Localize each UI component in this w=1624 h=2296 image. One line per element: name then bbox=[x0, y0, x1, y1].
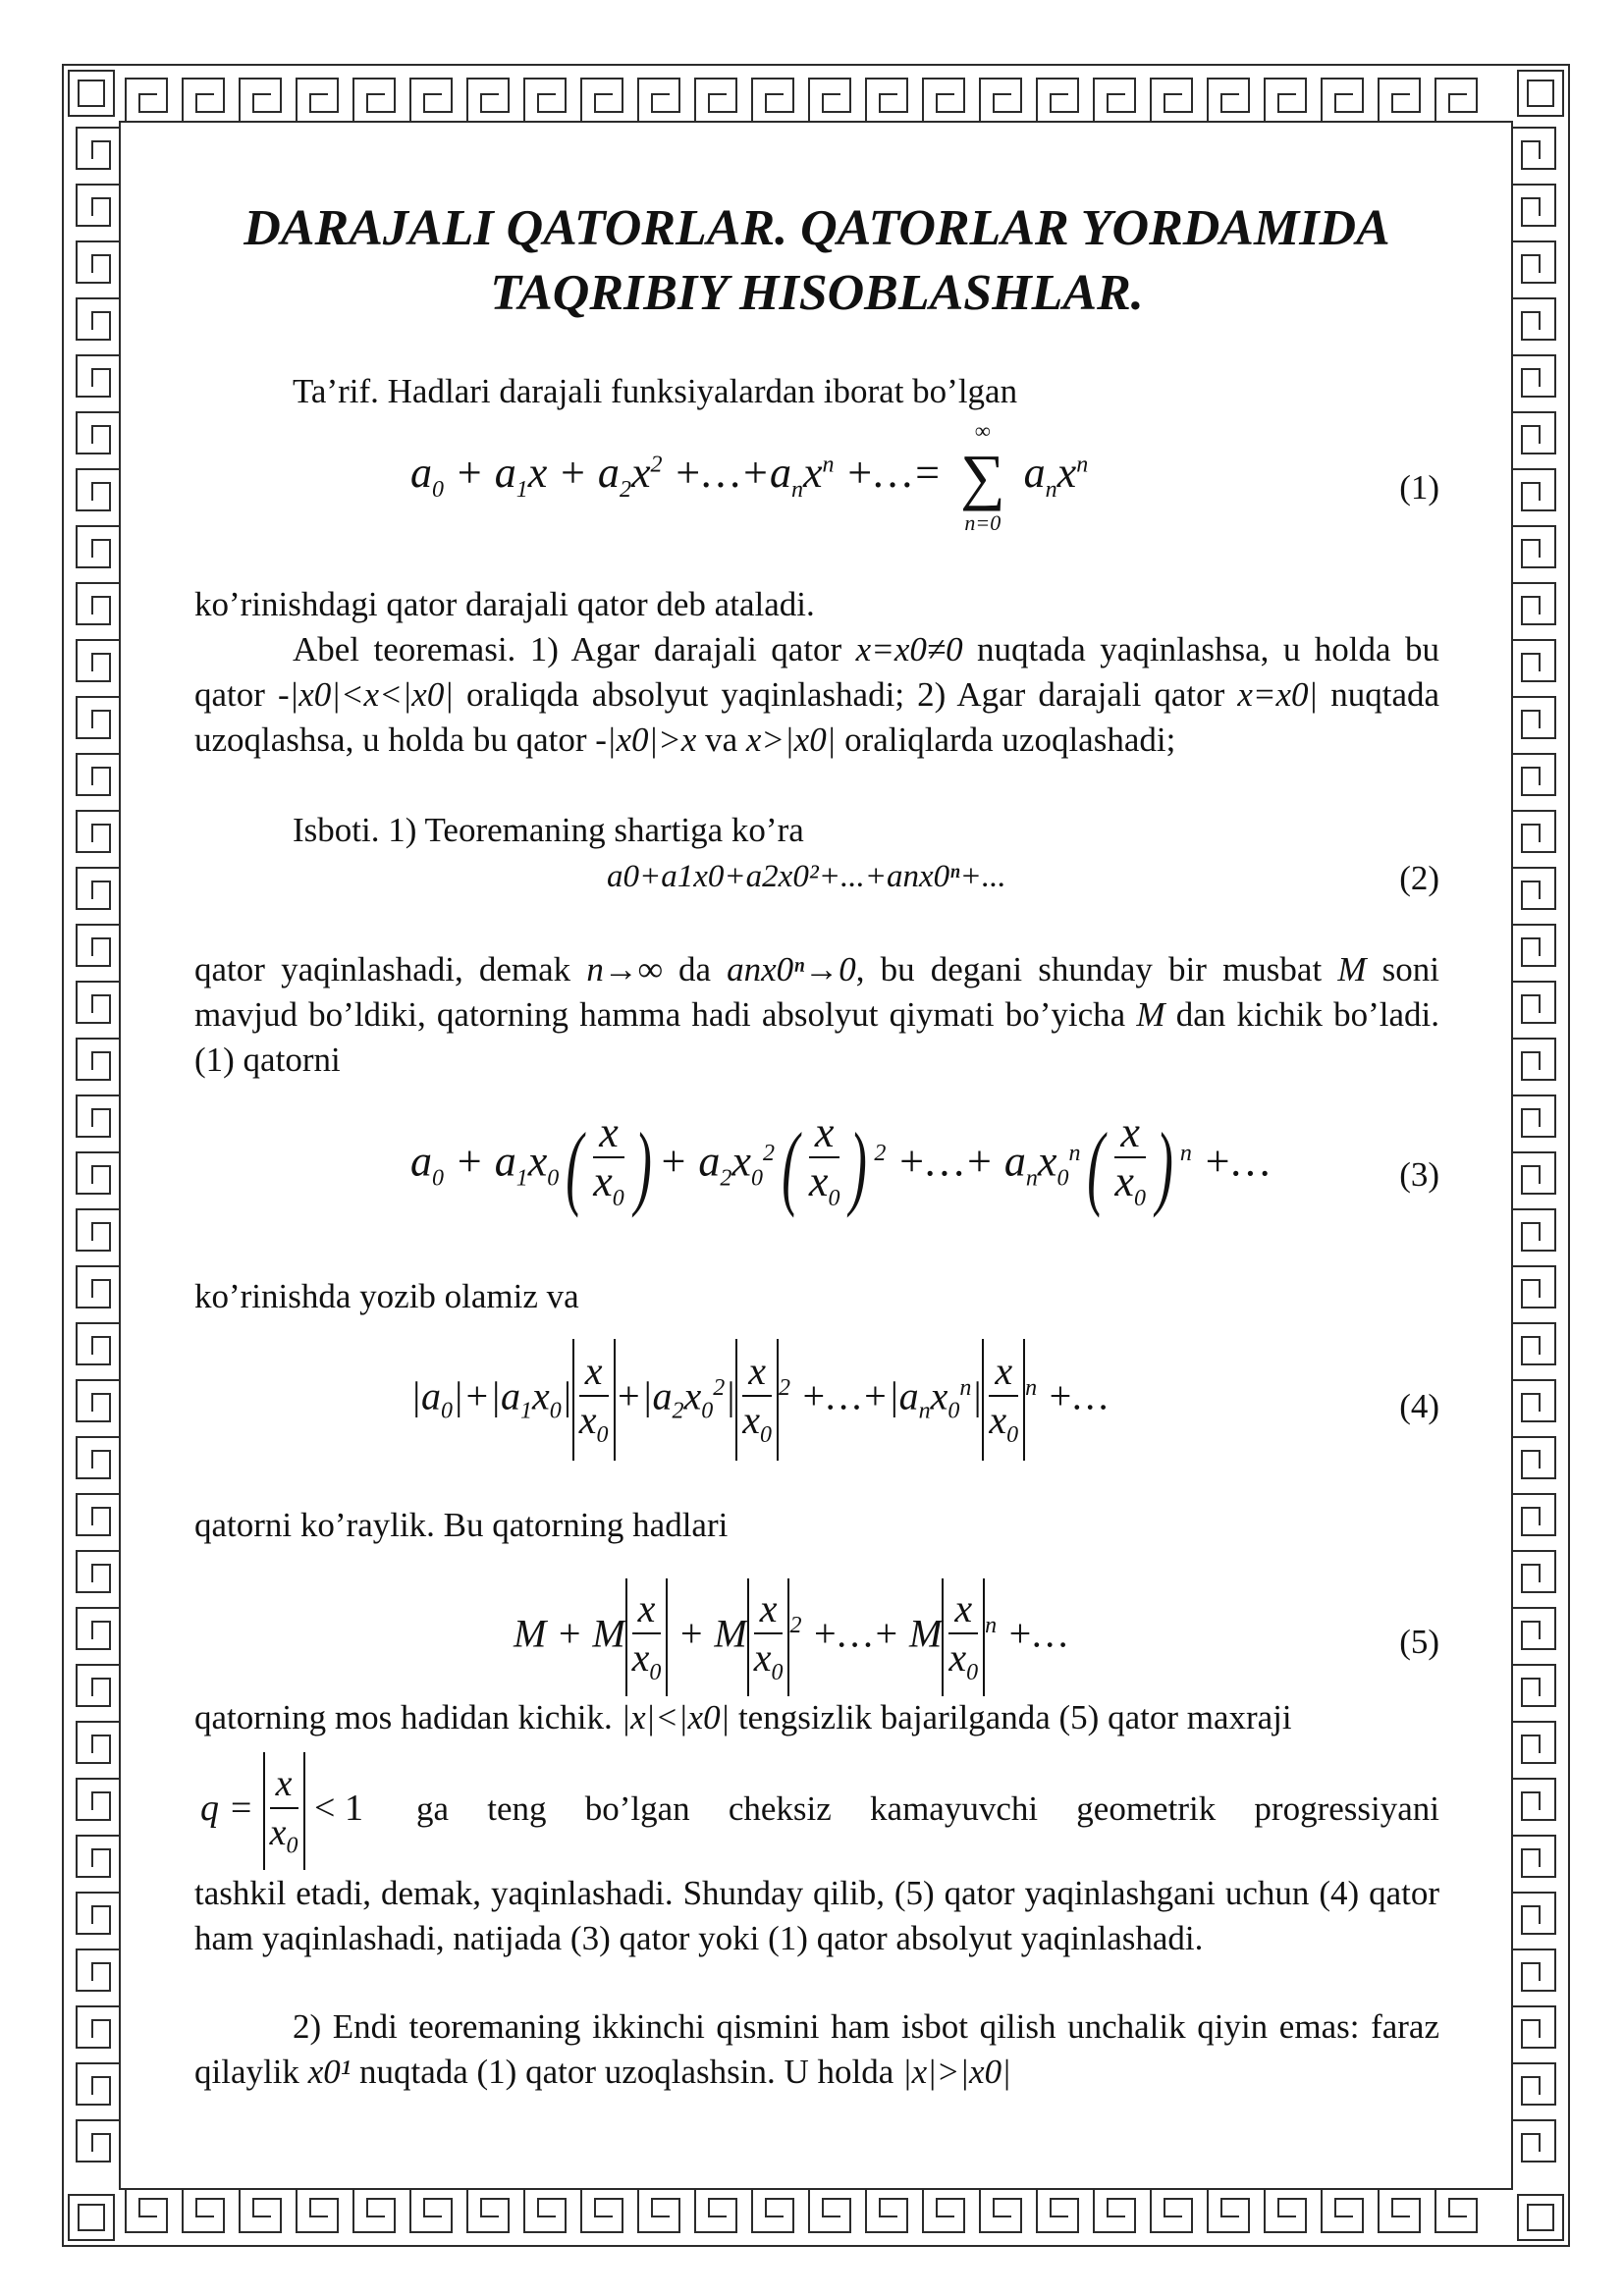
equation-3: $a_0 + a_1x_0$( $\frac{x}{x_0}$ ) + $a_2x_0^2$( $\frac{x}{x_0}$ ) $^2$ +…+ $a_nx_0^n$( $\frac{x}{x_0}$ ) $^n$ +… (3) bbox=[410, 1108, 1439, 1218]
definition-intro: Ta’rif. Hadlari darajali funksiyalardan iborat bo’lgan bbox=[293, 372, 1018, 410]
ratio-line: q = $\frac{x}{x_0}$ < 1 ga teng bo’lgan cheksiz kamayuvchi geometrik progressiyani bbox=[194, 1749, 1439, 1871]
corner-square bbox=[69, 71, 114, 116]
equation-number-1: (1) bbox=[1399, 468, 1439, 507]
corner-square bbox=[1518, 2195, 1563, 2240]
corner-square-inner bbox=[1528, 80, 1553, 106]
paragraph-after-eq2: qator yaqinlashadi, demak n→∞ da anx0ⁿ→0, bu degani shunday bir musbat M soni mavjud bo’ldiki, qatorning hamma hadi absolyut qiymati bo’yicha M dan kichik bo’ladi. (1) qatorni bbox=[194, 950, 1440, 1079]
equation-4: $|a_0|+|a_1x_0|$ $\frac{x}{x_0}$ $+|a_2x_0^2|$ $\frac{x}{x_0}$ $^2 +\dots+|a_nx_0^n|$ $\frac{x}{x_0}$ $^n$ +… (4) bbox=[194, 1327, 1439, 1455]
equation-number-5: (5) bbox=[1399, 1623, 1439, 1661]
equation-number-3: (3) bbox=[1399, 1155, 1439, 1194]
equation-number-2: (2) bbox=[1399, 859, 1439, 897]
proof-intro: Isboti. 1) Teoremaning shartiga ko’ra bbox=[293, 811, 804, 849]
abel-theorem: Abel teoremasi. 1) Agar darajali qator x=x0≠0 nuqtada yaqinlashsa, u holda bu qator -|x0|<x<|x0| oraliqda absolyut yaqinlashadi; 2) Agar darajali qator x=x0| nuqtada uzoqlashsa, u holda bu qator -|x0|>x va x>|x0| oraliqlarda uzoqlashadi; bbox=[194, 630, 1440, 759]
corner-square-inner bbox=[1528, 2205, 1553, 2230]
equation-5: M + M $\frac{x}{x_0}$ + M $\frac{x}{x_0}$ $^2$ +…+ M $\frac{x}{x_0}$ $^n$ +… (5) bbox=[194, 1567, 1439, 1688]
corner-square-inner bbox=[79, 2205, 104, 2230]
corner-square bbox=[1518, 71, 1563, 116]
title-line-2: TAQRIBIY HISOBLASHLAR. bbox=[490, 265, 1144, 321]
equation-1: $a_0 + a_1x + a_2x^2$ $+\dots+a_nx^n$ +…= ∞ ∑ n=0 $a_nx^n$ (1) bbox=[410, 418, 1439, 535]
paragraph-endi: 2) Endi teoremaning ikkinchi qismini ham isbot qilish unchalik qiyin emas: faraz qilaylik x0¹ nuqtada (1) qator uzoqlashsin. U holda |x|>|x0| bbox=[194, 2007, 1439, 2091]
paragraph-after-eq5: qatorning mos hadidan kichik. |x|<|x0| tengsizlik bajarilganda (5) qator maxraji bbox=[194, 1698, 1292, 1736]
equation-2: a0+a1x0+a2x0²+...+anx0ⁿ+... (2) bbox=[194, 850, 1439, 909]
page-title bbox=[194, 196, 1439, 326]
corner-square bbox=[69, 2195, 114, 2240]
title-line-1: DARAJALI QATORLAR. QATORLAR YORDAMIDA bbox=[244, 200, 1390, 256]
corner-square-inner bbox=[79, 80, 104, 106]
paragraph-after-eq3: ko’rinishda yozib olamiz va bbox=[194, 1277, 579, 1315]
paragraph-after-eq1: ko’rinishdagi qator darajali qator deb ataladi. bbox=[194, 585, 815, 623]
paragraph-tashkil: tashkil etadi, demak, yaqinlashadi. Shunday qilib, (5) qator yaqinlashgani uchun (4) qator ham yaqinlashadi, natijada (3) qator yoki (1) qator absolyut yaqinlashadi. bbox=[194, 1874, 1439, 1957]
paragraph-after-eq4: qatorni ko’raylik. Bu qatorning hadlari bbox=[194, 1506, 729, 1544]
equation-number-4: (4) bbox=[1399, 1387, 1439, 1425]
